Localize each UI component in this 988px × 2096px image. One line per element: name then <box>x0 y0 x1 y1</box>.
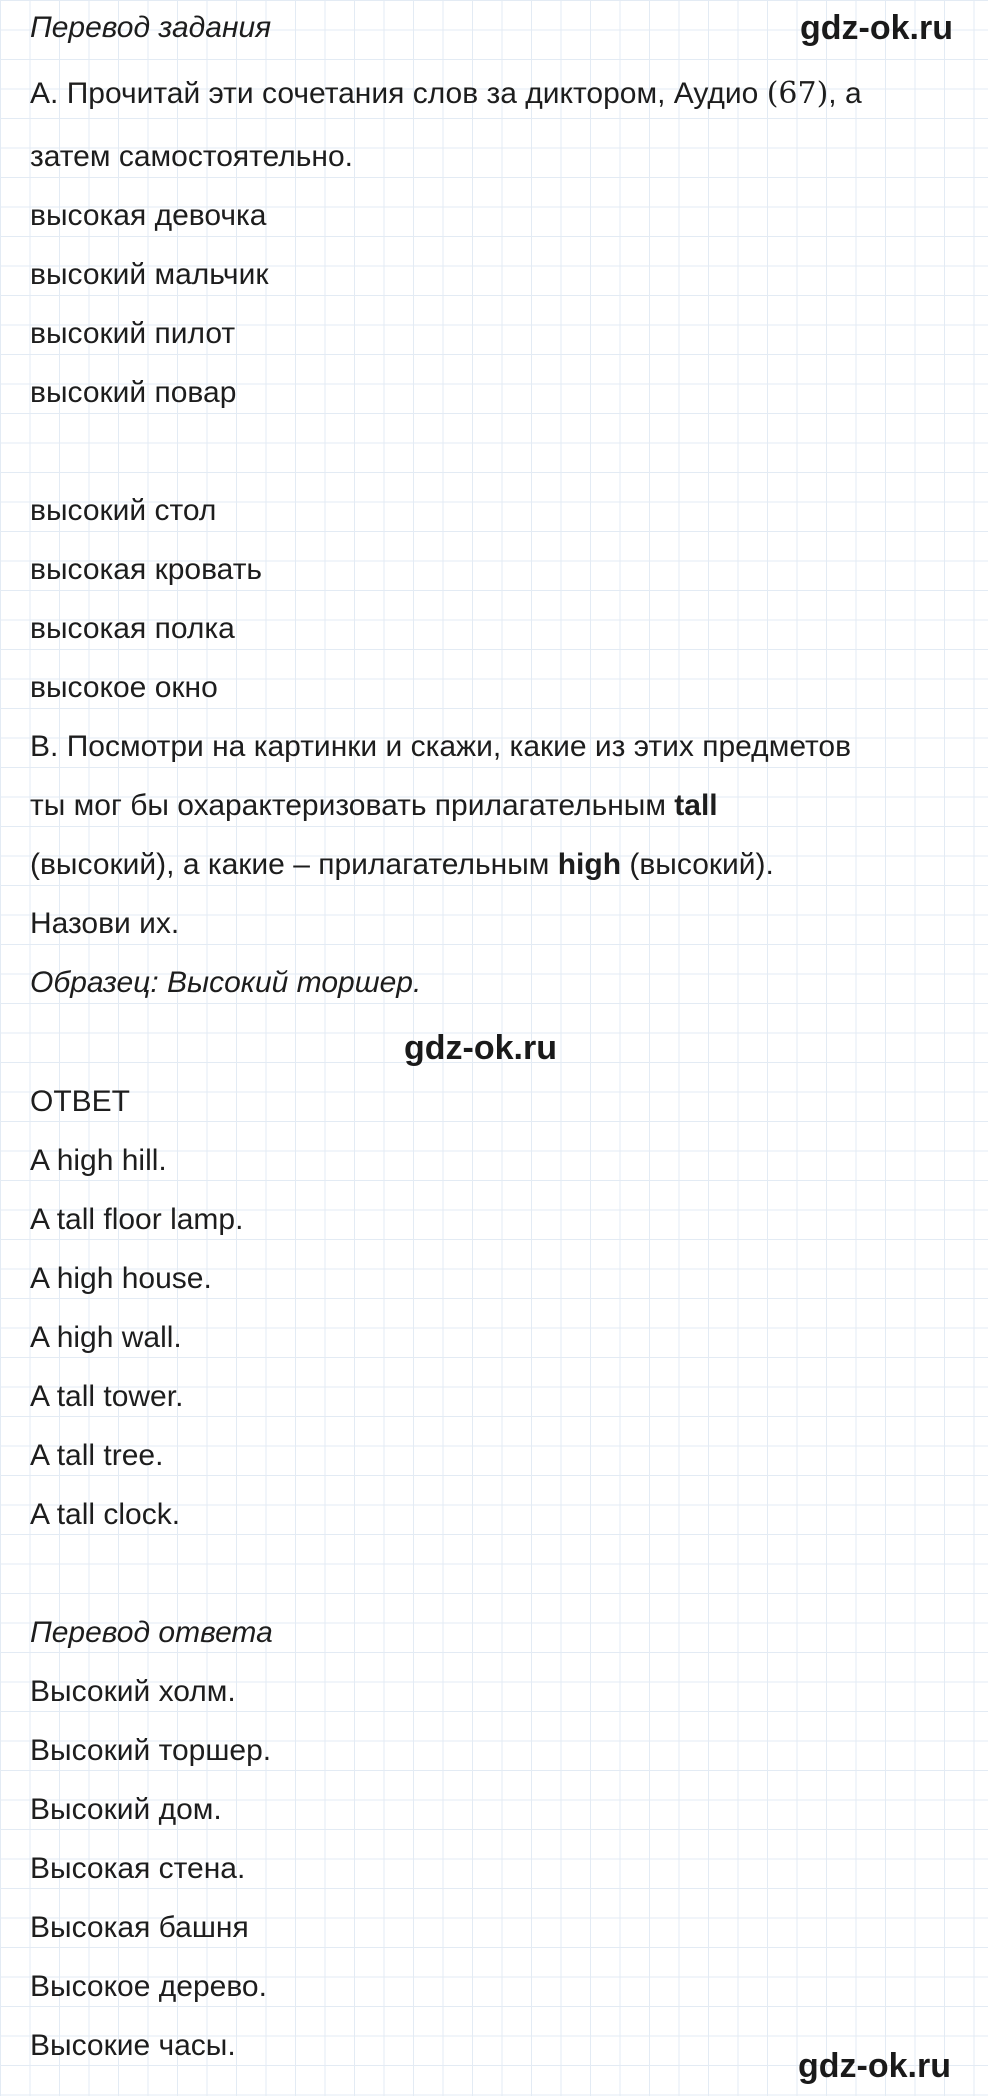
task-a-marker: A. <box>30 77 59 110</box>
task-a-text-2: , а <box>828 77 862 110</box>
task-a-line-1 <box>30 74 862 114</box>
phrase-item: высокое окно <box>30 671 218 704</box>
task-b-text-3-post: (высокий). <box>621 848 774 881</box>
translation-item: Высокий холм. <box>30 1675 236 1708</box>
task-b-line-2 <box>30 786 718 826</box>
task-a-text-1: Прочитай эти сочетания слов за диктором, Аудио <box>58 77 767 110</box>
answer-item: A tall tower. <box>30 1380 184 1413</box>
task-a-line-2: затем самостоятельно. <box>30 140 353 173</box>
phrase-item: высокий мальчик <box>30 258 269 291</box>
translation-item: Высокий торшер. <box>30 1734 272 1767</box>
example-line: Образец: Высокий торшер. <box>30 966 422 999</box>
answer-item: A high wall. <box>30 1321 182 1354</box>
translation-item: Высокая стена. <box>30 1852 246 1885</box>
answer-item: A tall floor lamp. <box>30 1203 244 1236</box>
answer-translation-heading: Перевод ответа <box>30 1616 273 1649</box>
phrase-item: высокая девочка <box>30 199 267 232</box>
translation-item: Высокие часы. <box>30 2029 236 2062</box>
word-tall: tall <box>674 789 718 822</box>
task-b-marker: B. <box>30 730 59 763</box>
phrase-item: высокий повар <box>30 376 237 409</box>
answer-heading: ОТВЕТ <box>30 1085 131 1118</box>
word-high: high <box>557 848 622 881</box>
translation-item: Высокая башня <box>30 1911 249 1944</box>
audio-number: (67) <box>766 76 829 111</box>
phrase-item: высокая кровать <box>30 553 263 586</box>
watermark-center: gdz-ok.ru <box>404 1029 557 1067</box>
answer-item: A tall tree. <box>30 1439 164 1472</box>
answer-item: A high house. <box>30 1262 212 1295</box>
watermark-top: gdz-ok.ru <box>800 9 953 47</box>
phrase-item: высокий пилот <box>30 317 236 350</box>
task-b-line-1 <box>30 727 851 767</box>
answer-item: A high hill. <box>30 1144 167 1177</box>
task-b-line-3 <box>30 845 774 885</box>
answer-item: A tall clock. <box>30 1498 181 1531</box>
translation-item: Высокий дом. <box>30 1793 222 1826</box>
task-b-text-1: Посмотри на картинки и скажи, какие из этих предметов <box>58 730 852 763</box>
task-b-line-4: Назови их. <box>30 907 180 940</box>
watermark-bottom: gdz-ok.ru <box>798 2047 951 2085</box>
translation-item: Высокое дерево. <box>30 1970 267 2003</box>
task-b-text-2: ты мог бы охарактеризовать прилагательным <box>30 789 675 822</box>
phrase-item: высокий стол <box>30 494 217 527</box>
task-b-text-3-pre: (высокий), а какие – прилагательным <box>30 848 558 881</box>
task-translation-heading: Перевод задания <box>30 11 272 44</box>
phrase-item: высокая полка <box>30 612 235 645</box>
